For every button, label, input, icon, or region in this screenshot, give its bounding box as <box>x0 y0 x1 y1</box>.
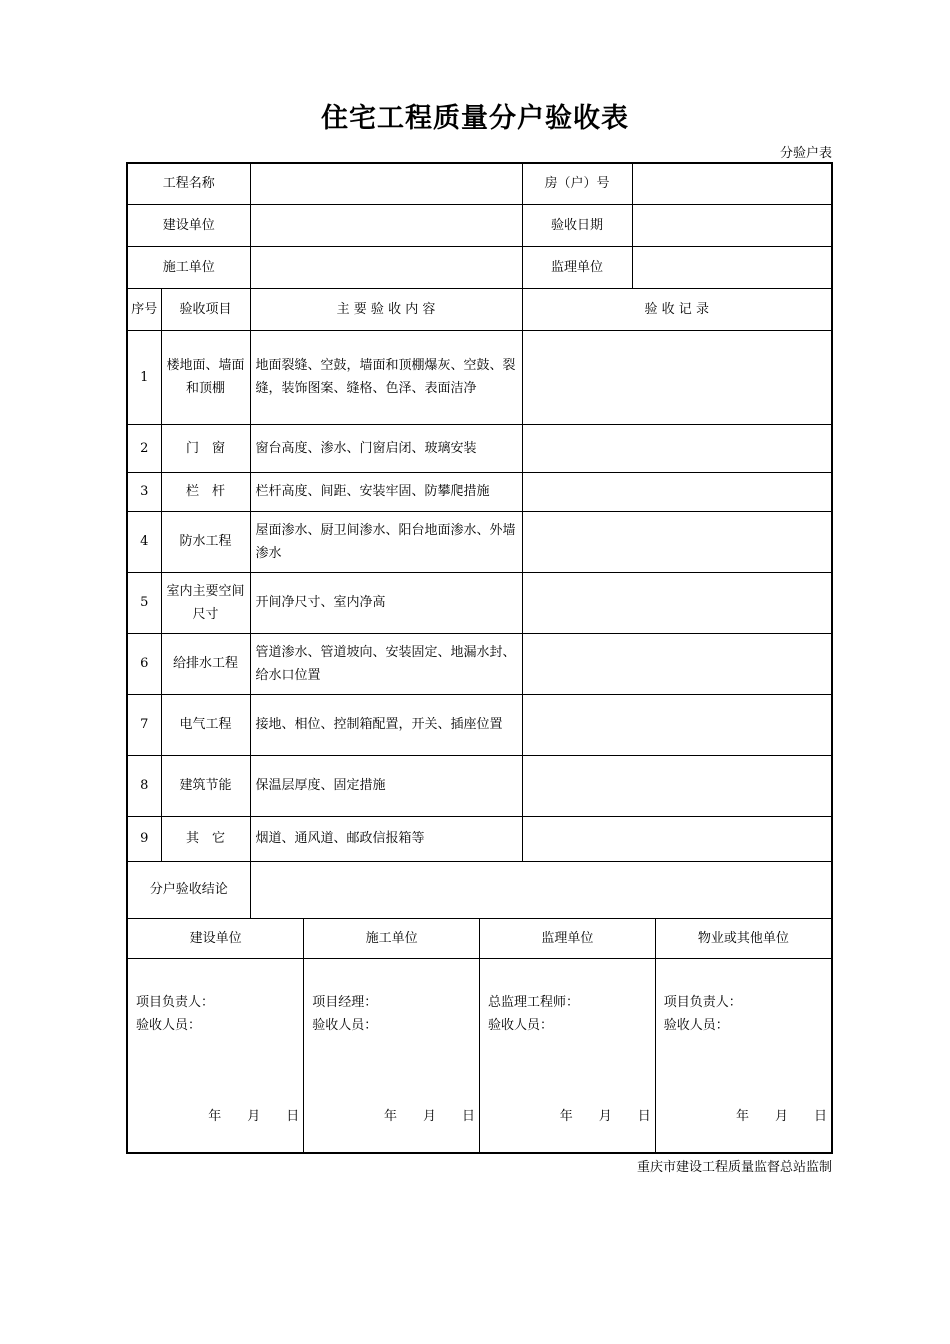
builder-unit-label: 建设单位 <box>127 204 250 246</box>
signature-date: 年 月 日 <box>208 1109 300 1124</box>
row-record-field[interactable] <box>522 633 832 694</box>
signature-line: 项目负责人： <box>136 995 215 1010</box>
signature-unit-label: 监理单位 <box>480 919 656 959</box>
row-record-field[interactable] <box>522 694 832 755</box>
column-header-record: 验 收 记 录 <box>522 288 832 330</box>
row-item: 室内主要空间尺寸 <box>161 572 250 633</box>
form-code: 分验户表 <box>779 146 832 161</box>
project-name-label: 工程名称 <box>127 163 250 204</box>
row-no: 7 <box>127 694 161 755</box>
row-content: 接地、相位、控制箱配置，开关、插座位置 <box>250 694 522 755</box>
row-item: 楼地面、墙面和顶棚 <box>161 330 250 424</box>
row-no: 9 <box>127 816 161 861</box>
table-row <box>127 472 832 511</box>
table-row <box>127 511 832 572</box>
footer-issuer: 重庆市建设工程质量监督总站监制 <box>636 1160 832 1175</box>
table-row <box>127 633 832 694</box>
row-no: 6 <box>127 633 161 694</box>
row-content: 保温层厚度、固定措施 <box>250 755 522 816</box>
signature-line: 验收人员： <box>488 1018 554 1033</box>
row-item: 建筑节能 <box>161 755 250 816</box>
table-row <box>127 755 832 816</box>
signature-unit-label: 建设单位 <box>128 919 304 959</box>
row-item: 门 窗 <box>161 424 250 472</box>
signature-box-supervisor[interactable] <box>480 959 656 1153</box>
row-record-field[interactable] <box>522 330 832 424</box>
project-name-field[interactable] <box>250 163 522 204</box>
column-header-content: 主 要 验 收 内 容 <box>250 288 522 330</box>
row-record-field[interactable] <box>522 472 832 511</box>
signature-line: 验收人员： <box>136 1018 202 1033</box>
signature-date: 年 月 日 <box>383 1109 475 1124</box>
signature-box-contractor[interactable] <box>304 959 480 1153</box>
contractor-unit-label: 施工单位 <box>127 246 250 288</box>
signature-table <box>128 919 831 1153</box>
signature-box-builder[interactable] <box>128 959 304 1153</box>
conclusion-field[interactable] <box>250 861 832 918</box>
column-header-item: 验收项目 <box>161 288 250 330</box>
row-item: 电气工程 <box>161 694 250 755</box>
signature-line: 项目负责人： <box>663 995 742 1010</box>
row-content: 屋面渗水、厨卫间渗水、阳台地面渗水、外墙渗水 <box>250 511 522 572</box>
room-number-field[interactable] <box>632 163 832 204</box>
row-content: 栏杆高度、间距、安装牢固、防攀爬措施 <box>250 472 522 511</box>
row-content: 窗台高度、渗水、门窗启闭、玻璃安装 <box>250 424 522 472</box>
signature-date: 年 月 日 <box>559 1109 651 1124</box>
row-item: 防水工程 <box>161 511 250 572</box>
acceptance-form-table <box>126 162 833 1154</box>
row-no: 8 <box>127 755 161 816</box>
supervisor-unit-field[interactable] <box>632 246 832 288</box>
row-record-field[interactable] <box>522 511 832 572</box>
row-item: 给排水工程 <box>161 633 250 694</box>
signature-line: 总监理工程师： <box>488 995 580 1010</box>
signature-line: 验收人员： <box>663 1018 729 1033</box>
contractor-unit-field[interactable] <box>250 246 522 288</box>
row-record-field[interactable] <box>522 816 832 861</box>
row-no: 1 <box>127 330 161 424</box>
signature-unit-label: 施工单位 <box>304 919 480 959</box>
row-content: 烟道、通风道、邮政信报箱等 <box>250 816 522 861</box>
row-item: 栏 杆 <box>161 472 250 511</box>
signature-line: 项目经理： <box>312 995 378 1010</box>
signature-unit-label: 物业或其他单位 <box>655 919 831 959</box>
conclusion-label: 分户验收结论 <box>127 861 250 918</box>
signature-box-property[interactable] <box>655 959 831 1153</box>
row-content: 管道渗水、管道坡向、安装固定、地漏水封、给水口位置 <box>250 633 522 694</box>
signature-date: 年 月 日 <box>735 1109 827 1124</box>
row-no: 5 <box>127 572 161 633</box>
page-title: 住宅工程质量分户验收表 <box>321 103 629 134</box>
table-row <box>127 816 832 861</box>
acceptance-date-field[interactable] <box>632 204 832 246</box>
acceptance-date-label: 验收日期 <box>522 204 632 246</box>
table-row <box>127 424 832 472</box>
row-record-field[interactable] <box>522 572 832 633</box>
builder-unit-field[interactable] <box>250 204 522 246</box>
signature-section <box>127 918 832 1153</box>
row-no: 2 <box>127 424 161 472</box>
row-no: 3 <box>127 472 161 511</box>
table-row <box>127 694 832 755</box>
column-header-no: 序号 <box>127 288 161 330</box>
row-record-field[interactable] <box>522 755 832 816</box>
table-row <box>127 330 832 424</box>
row-no: 4 <box>127 511 161 572</box>
row-item: 其 它 <box>161 816 250 861</box>
row-content: 地面裂缝、空鼓，墙面和顶棚爆灰、空鼓、裂缝，装饰图案、缝格、色泽、表面洁净 <box>250 330 522 424</box>
signature-line: 验收人员： <box>312 1018 378 1033</box>
room-number-label: 房（户）号 <box>522 163 632 204</box>
row-content: 开间净尺寸、室内净高 <box>250 572 522 633</box>
row-record-field[interactable] <box>522 424 832 472</box>
supervisor-unit-label: 监理单位 <box>522 246 632 288</box>
table-row <box>127 572 832 633</box>
